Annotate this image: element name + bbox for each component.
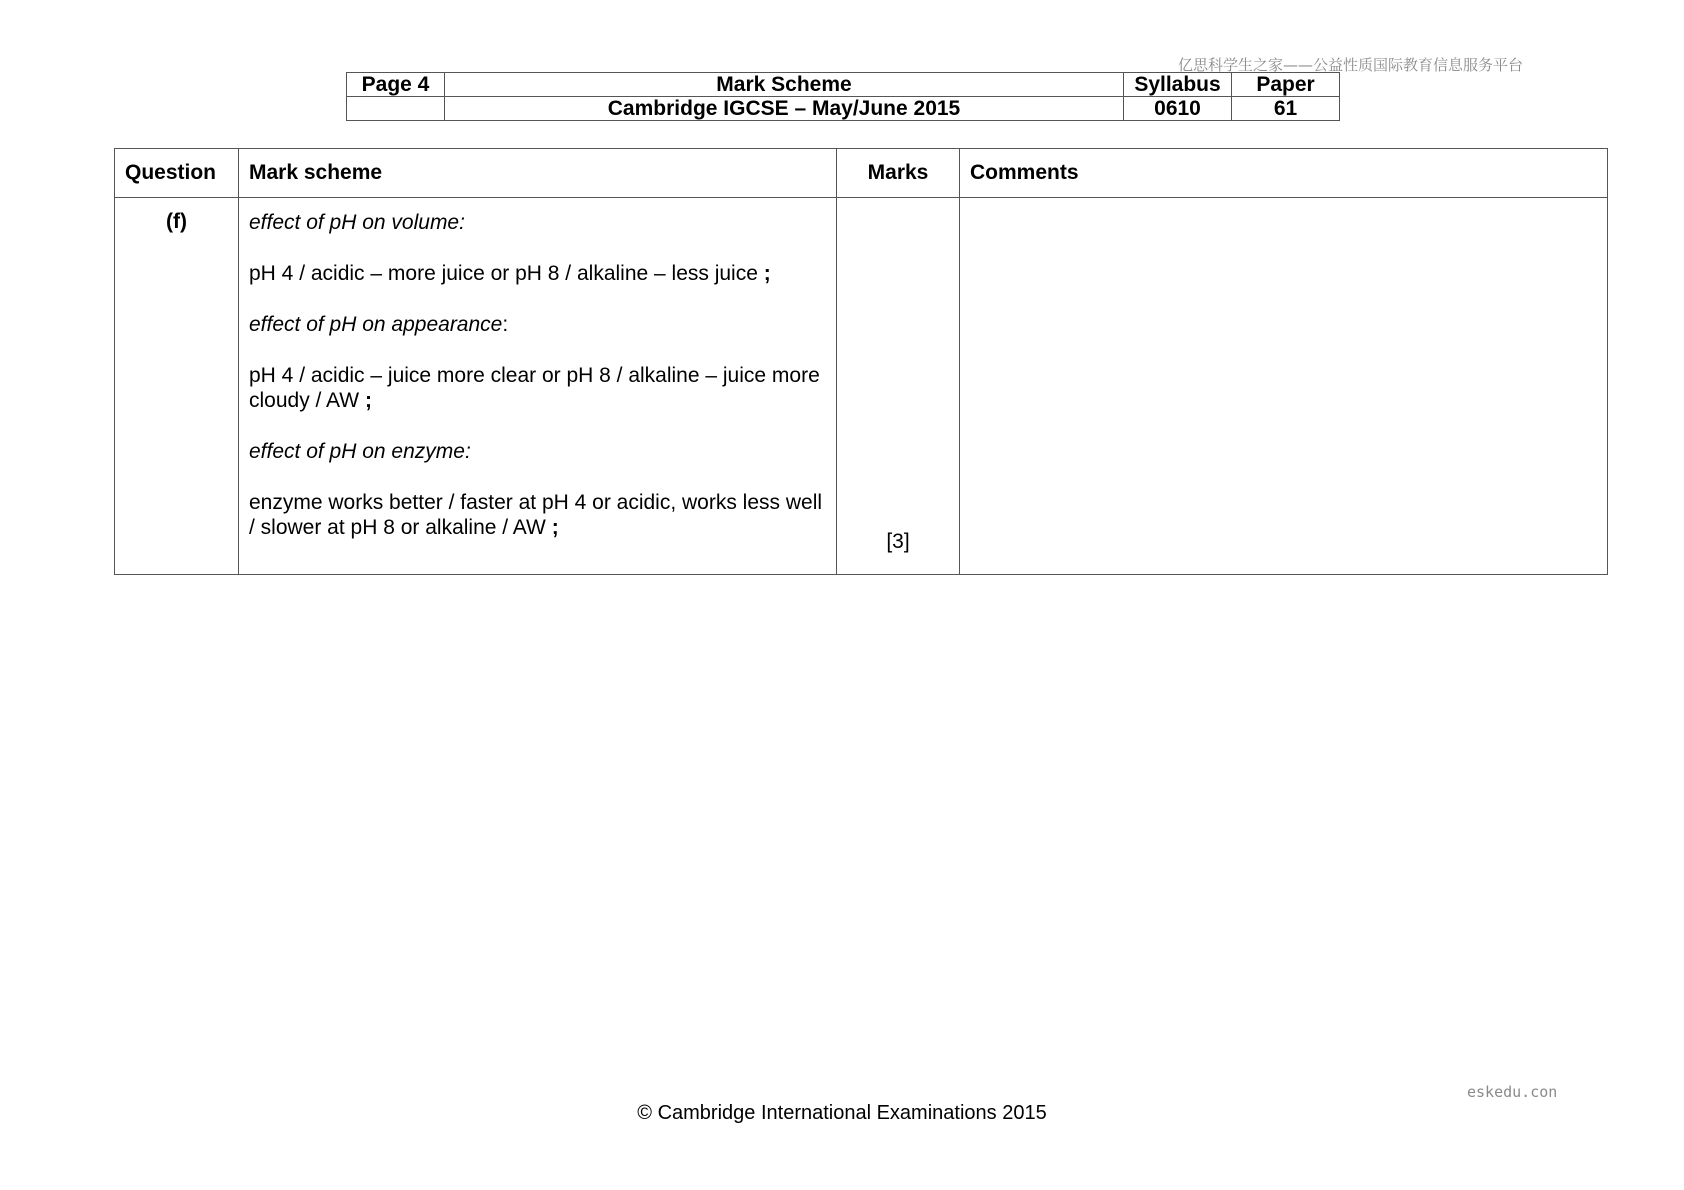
mark-point-separator: ; bbox=[364, 389, 372, 412]
answer-volume-text: pH 4 / acidic – more juice or pH 8 / alkaline – less juice bbox=[249, 262, 758, 285]
column-header-question: Question bbox=[115, 149, 239, 198]
heading-appearance bbox=[249, 312, 826, 337]
question-number: (f) bbox=[115, 198, 239, 575]
heading-appearance-colon: : bbox=[502, 313, 509, 336]
table-header-row bbox=[115, 149, 1608, 198]
heading-enzyme: effect of pH on enzyme: bbox=[249, 440, 471, 463]
column-header-mark-scheme: Mark scheme bbox=[239, 149, 837, 198]
column-header-marks: Marks bbox=[837, 149, 960, 198]
answer-enzyme bbox=[249, 490, 826, 540]
column-header-comments: Comments bbox=[960, 149, 1608, 198]
answer-appearance-text: pH 4 / acidic – juice more clear or pH 8 / alkaline – juice more cloudy / AW bbox=[249, 364, 820, 412]
answer-volume bbox=[249, 261, 826, 286]
mark-point-separator: ; bbox=[551, 516, 559, 539]
document-title: Mark Scheme bbox=[445, 73, 1124, 97]
page-blank-cell bbox=[347, 97, 445, 121]
syllabus-value: 0610 bbox=[1124, 97, 1232, 121]
answer-appearance bbox=[249, 363, 826, 413]
paper-value: 61 bbox=[1232, 97, 1340, 121]
mark-scheme-table bbox=[114, 148, 1608, 575]
watermark-top: 亿思科学生之家——公益性质国际教育信息服务平台 bbox=[1178, 56, 1524, 74]
page-number: Page 4 bbox=[347, 73, 445, 97]
mark-scheme-cell bbox=[239, 198, 837, 575]
page-header-table bbox=[346, 72, 1340, 121]
marks-value: [3] bbox=[837, 198, 960, 575]
mark-point-separator: ; bbox=[763, 262, 771, 285]
heading-volume: effect of pH on volume: bbox=[249, 211, 465, 234]
copyright-footer: © Cambridge International Examinations 2015 bbox=[637, 1102, 1047, 1124]
syllabus-label: Syllabus bbox=[1124, 73, 1232, 97]
table-row bbox=[115, 198, 1608, 575]
paper-label: Paper bbox=[1232, 73, 1340, 97]
comments-cell bbox=[960, 198, 1608, 575]
heading-appearance-text: effect of pH on appearance bbox=[249, 313, 503, 336]
document-subtitle: Cambridge IGCSE – May/June 2015 bbox=[445, 97, 1124, 121]
answer-enzyme-text: enzyme works better / faster at pH 4 or acidic, works less well / slower at pH 8 or alkaline / AW bbox=[249, 491, 823, 539]
watermark-bottom: eskedu.con bbox=[1467, 1083, 1558, 1101]
